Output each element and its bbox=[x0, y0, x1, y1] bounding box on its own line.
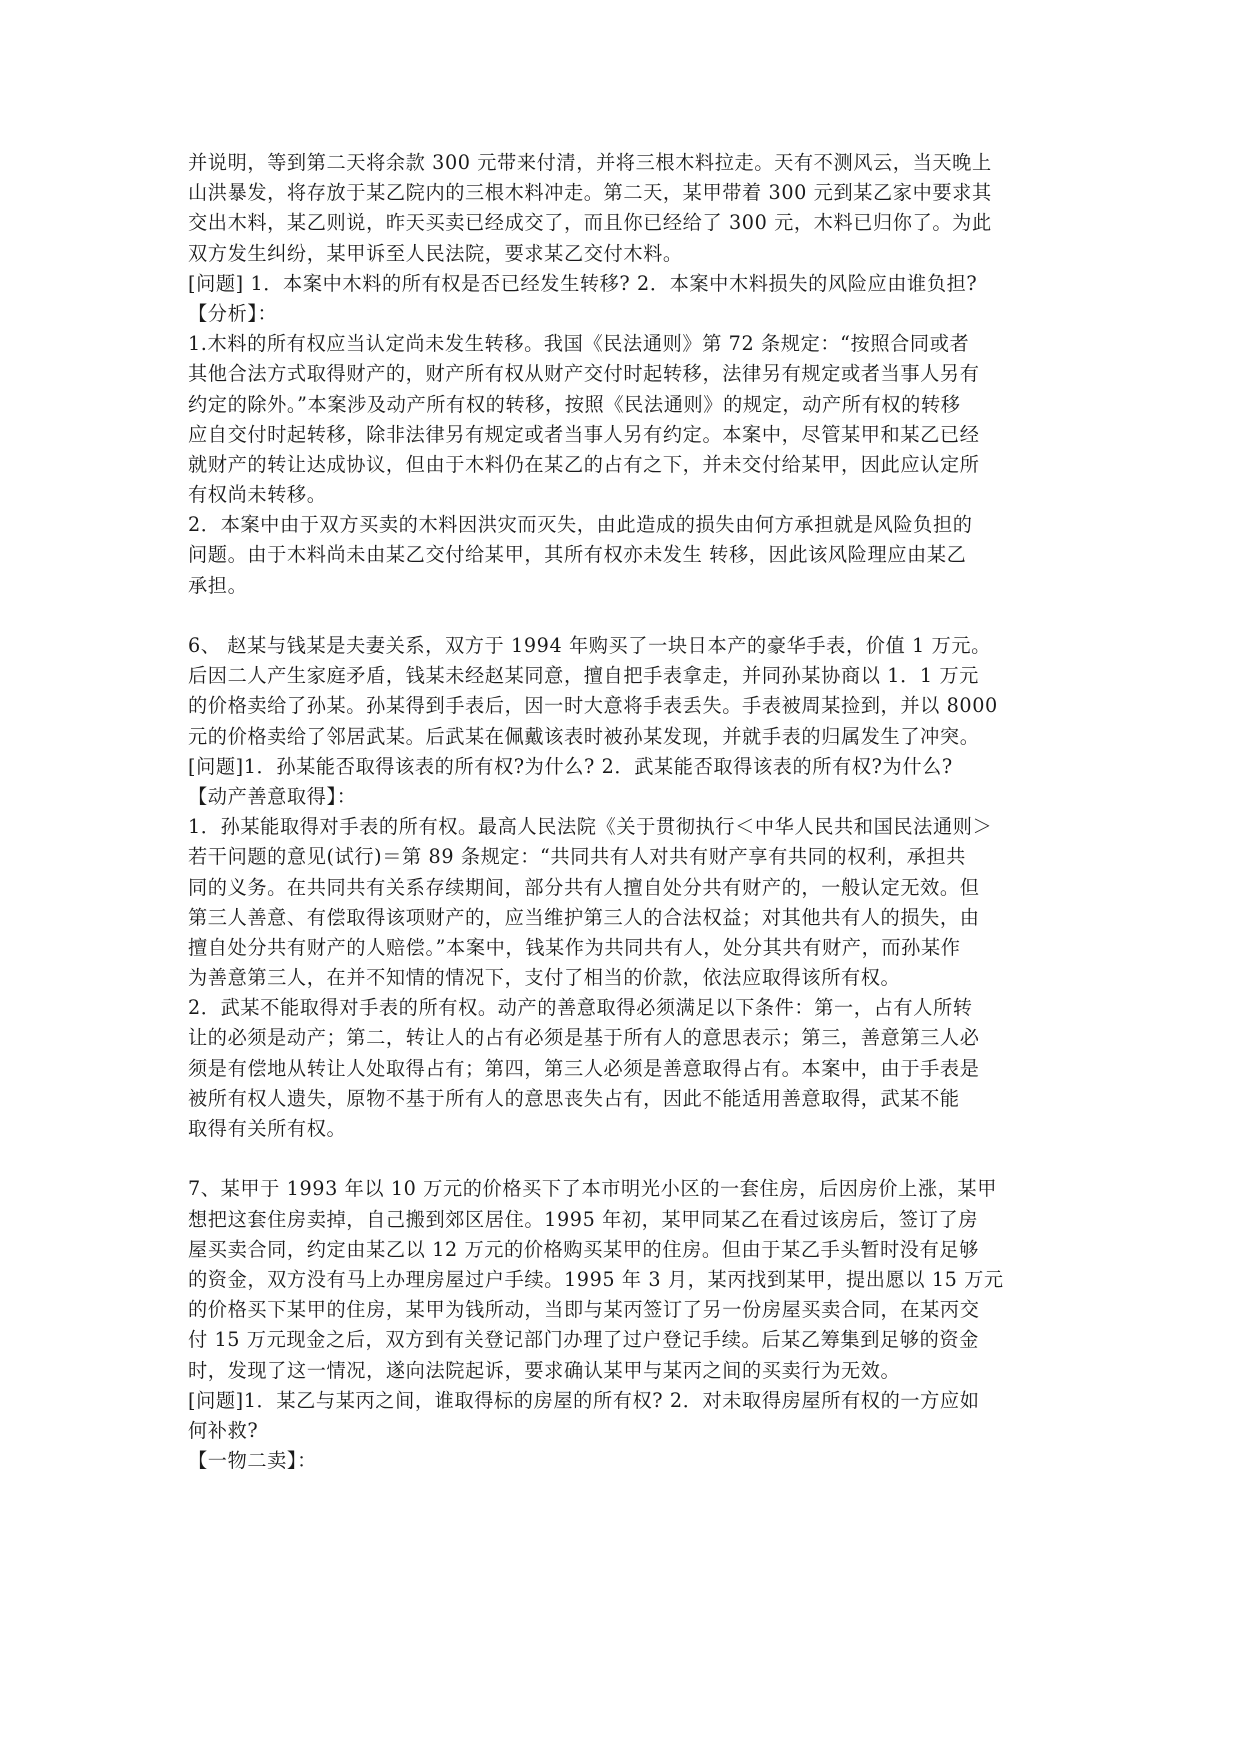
text-line: 山洪暴发，将存放于某乙院内的三根木料冲走。第二天，某甲带着 300 元到某乙家中要求其 bbox=[188, 181, 992, 205]
text-line: 的价格买下某甲的住房，某甲为钱所动，当即与某丙签订了另一份房屋买卖合同，在某丙交 bbox=[188, 1298, 980, 1322]
text-line: 被所有权人遗失，原物不基于所有人的意思丧失占有，因此不能适用善意取得，武某不能 bbox=[188, 1086, 960, 1110]
text-line: 的资金，双方没有马上办理房屋过户手续。1995 年 3 月，某丙找到某甲，提出愿以 15 万元 bbox=[188, 1267, 1004, 1291]
text-line: 若干问题的意见(试行)＝第 89 条规定：“共同共有人对共有财产享有共同的权利，承担共 bbox=[188, 845, 966, 869]
text-line: 时，发现了这一情况，遂向法院起诉，要求确认某甲与某丙之间的买卖行为无效。 bbox=[188, 1358, 901, 1382]
text-line: 让的必须是动产；第二，转让人的占有必须是基于所有人的意思表示；第三，善意第三人必 bbox=[188, 1026, 980, 1050]
text-line: 取得有关所有权。 bbox=[188, 1117, 347, 1140]
document-page bbox=[188, 148, 1068, 1476]
text-line: 同的义务。在共同共有关系存续期间，部分共有人擅自处分共有财产的，一般认定无效。但 bbox=[188, 875, 980, 899]
text-line: 交出木料，某乙则说，昨天买卖已经成交了，而且你已经给了 300 元，木料已归你了。为此 bbox=[188, 211, 992, 235]
text-line: 承担。 bbox=[188, 573, 248, 597]
text-line: 其他合法方式取得财产的，财产所有权从财产交付时起转移，法律另有规定或者当事人另有 bbox=[188, 362, 980, 386]
text-line: 【一物二卖】： bbox=[188, 1449, 317, 1473]
text-line: 1．孙某能取得对手表的所有权。最高人民法院《关于贯彻执行＜中华人民共和国民法通则＞ bbox=[188, 815, 993, 839]
text-line: 1.木料的所有权应当认定尚未发生转移。我国《民法通则》第 72 条规定：“按照合同或者 bbox=[188, 332, 970, 356]
text-line: 为善意第三人，在并不知情的情况下，支付了相当的价款，依法应取得该所有权。 bbox=[188, 966, 901, 990]
text-line: 应自交付时起转移，除非法律另有规定或者当事人另有约定。本案中，尽管某甲和某乙已经 bbox=[188, 422, 980, 446]
text-line: 6、 赵某与钱某是夫妻关系，双方于 1994 年购买了一块日本产的豪华手表，价值 1 万元。 bbox=[188, 634, 991, 657]
text-line: 【动产善意取得】： bbox=[188, 784, 357, 808]
text-line: 付 15 万元现金之后，双方到有关登记部门办理了过户登记手续。后某乙筹集到足够的资金 bbox=[188, 1328, 979, 1352]
text-line: [问题]1．某乙与某丙之间，谁取得标的房屋的所有权? 2．对未取得房屋所有权的一方应如 bbox=[188, 1388, 980, 1412]
text-line: 双方发生纠纷，某甲诉至人民法院，要求某乙交付木料。 bbox=[188, 241, 683, 265]
text-line: 2．本案中由于双方买卖的木料因洪灾而灭失，由此造成的损失由何方承担就是风险负担的 bbox=[188, 513, 973, 537]
paragraph-gap bbox=[188, 601, 1068, 631]
text-line: 的价格卖给了孙某。孙某得到手表后，因一时大意将手表丢失。手表被周某捡到，并以 8000 bbox=[188, 694, 998, 718]
text-line: 7、某甲于 1993 年以 10 万元的价格买下了本市明光小区的一套住房，后因房价上涨，某甲 bbox=[188, 1177, 998, 1201]
text-line: 就财产的转让达成协议，但由于木料仍在某乙的占有之下，并未交付给某甲，因此应认定所 bbox=[188, 452, 980, 476]
text-line: [问题] 1．本案中木料的所有权是否已经发生转移? 2．本案中木料损失的风险应由谁负担? bbox=[188, 271, 978, 295]
text-line: 屋买卖合同，约定由某乙以 12 万元的价格购买某甲的住房。但由于某乙手头暂时没有足够 bbox=[188, 1237, 979, 1261]
text-line: 2．武某不能取得对手表的所有权。动产的善意取得必须满足以下条件：第一，占有人所转 bbox=[188, 996, 973, 1020]
text-line: [问题]1．孙某能否取得该表的所有权?为什么? 2．武某能否取得该表的所有权?为什么? bbox=[188, 754, 953, 778]
text-line: 并说明，等到第二天将余款 300 元带来付清，并将三根木料拉走。天有不测风云，当天晚上 bbox=[188, 151, 992, 174]
text-line: 【分析】： bbox=[188, 301, 278, 325]
text-line: 擅自处分共有财产的人赔偿。”本案中，钱某作为共同共有人，处分其共有财产，而孙某作 bbox=[188, 935, 961, 959]
text-line: 问题。由于木料尚未由某乙交付给某甲，其所有权亦未发生 转移，因此该风险理应由某乙 bbox=[188, 543, 967, 567]
text-line: 约定的除外。”本案涉及动产所有权的转移，按照《民法通则》的规定，动产所有权的转移 bbox=[188, 392, 961, 416]
text-line: 何补救? bbox=[188, 1418, 259, 1442]
text-line: 有权尚未转移。 bbox=[188, 483, 327, 507]
text-line: 想把这套住房卖掉，自己搬到郊区居住。1995 年初，某甲同某乙在看过该房后，签订了房 bbox=[188, 1207, 979, 1231]
text-line: 元的价格卖给了邻居武某。后武某在佩戴该表时被孙某发现，并就手表的归属发生了冲突。 bbox=[188, 724, 980, 748]
text-line: 须是有偿地从转让人处取得占有；第四，第三人必须是善意取得占有。本案中，由于手表是 bbox=[188, 1056, 980, 1080]
text-line: 第三人善意、有偿取得该项财产的，应当维护第三人的合法权益；对其他共有人的损失，由 bbox=[188, 905, 980, 929]
text-line: 后因二人产生家庭矛盾，钱某未经赵某同意，擅自把手表拿走，并同孙某协商以 1．1 万元 bbox=[188, 664, 979, 688]
paragraph-gap bbox=[188, 1144, 1068, 1174]
